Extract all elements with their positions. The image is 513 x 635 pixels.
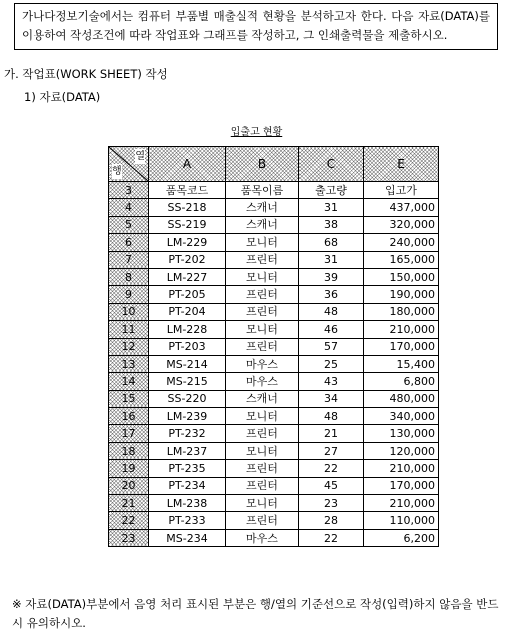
row-number: 12 <box>109 338 149 355</box>
row-number: 7 <box>109 251 149 268</box>
cell-code: LM-237 <box>149 442 226 459</box>
table-row <box>109 495 439 512</box>
cell-code: LM-227 <box>149 268 226 285</box>
row-number: 20 <box>109 477 149 494</box>
cell-code: MS-215 <box>149 373 226 390</box>
table-header-row <box>109 182 439 199</box>
cell-code: SS-220 <box>149 390 226 407</box>
cell-name: 모니터 <box>226 442 299 459</box>
cell-name: 프린터 <box>226 460 299 477</box>
cell-qty: 31 <box>299 199 364 216</box>
cell-qty: 46 <box>299 321 364 338</box>
cell-price: 6,200 <box>364 529 439 546</box>
table-row <box>109 512 439 529</box>
cell-name: 프린터 <box>226 286 299 303</box>
cell-code: LM-238 <box>149 495 226 512</box>
cell-price: 15,400 <box>364 355 439 372</box>
cell-price: 170,000 <box>364 338 439 355</box>
row-number: 4 <box>109 199 149 216</box>
cell-qty: 28 <box>299 512 364 529</box>
row-number: 17 <box>109 425 149 442</box>
table-row <box>109 390 439 407</box>
cell-name: 프린터 <box>226 251 299 268</box>
cell-name: 스캐너 <box>226 390 299 407</box>
row-number: 19 <box>109 460 149 477</box>
row-col-corner-cell <box>109 147 149 182</box>
row-number: 18 <box>109 442 149 459</box>
table-row <box>109 477 439 494</box>
corner-col-label: 열 <box>135 151 145 162</box>
corner-row-label: 행 <box>112 166 122 177</box>
row-number: 11 <box>109 321 149 338</box>
cell-qty: 43 <box>299 373 364 390</box>
table-row <box>109 268 439 285</box>
table-row <box>109 529 439 546</box>
column-letter: A <box>149 147 226 182</box>
cell-code: LM-239 <box>149 408 226 425</box>
row-number: 15 <box>109 390 149 407</box>
cell-code: PT-203 <box>149 338 226 355</box>
cell-qty: 22 <box>299 460 364 477</box>
cell-price: 320,000 <box>364 216 439 233</box>
row-number: 3 <box>109 182 149 199</box>
column-letter: C <box>299 147 364 182</box>
cell-price: 130,000 <box>364 425 439 442</box>
cell-qty: 38 <box>299 216 364 233</box>
cell-code: PT-235 <box>149 460 226 477</box>
cell-qty: 34 <box>299 390 364 407</box>
table-row <box>109 234 439 251</box>
cell-qty: 31 <box>299 251 364 268</box>
cell-qty: 25 <box>299 355 364 372</box>
cell-code: LM-228 <box>149 321 226 338</box>
table-row <box>109 216 439 233</box>
row-number: 5 <box>109 216 149 233</box>
row-number: 21 <box>109 495 149 512</box>
cell-name: 프린터 <box>226 338 299 355</box>
cell-qty: 23 <box>299 495 364 512</box>
cell-name: 모니터 <box>226 321 299 338</box>
cell-name: 모니터 <box>226 495 299 512</box>
cell-qty: 22 <box>299 529 364 546</box>
cell-name: 마우스 <box>226 529 299 546</box>
cell-name: 프린터 <box>226 425 299 442</box>
table-row <box>109 199 439 216</box>
section-title: 가. 작업표(WORK SHEET) 작성 <box>4 67 168 81</box>
cell-price: 180,000 <box>364 303 439 320</box>
cell-price: 437,000 <box>364 199 439 216</box>
cell-price: 210,000 <box>364 321 439 338</box>
cell-price: 210,000 <box>364 460 439 477</box>
column-letter: E <box>364 147 439 182</box>
row-number: 10 <box>109 303 149 320</box>
table-row <box>109 355 439 372</box>
cell-price: 120,000 <box>364 442 439 459</box>
cell-code: PT-234 <box>149 477 226 494</box>
instructions-box <box>14 3 498 50</box>
cell-name: 마우스 <box>226 373 299 390</box>
cell-price: 480,000 <box>364 390 439 407</box>
instructions-text: 가나다정보기술에서는 컴퓨터 부품별 매출실적 현황을 분석하고자 한다. 다음 자료(DATA)를 이용하여 작성조건에 따라 작업표와 그래프를 작성하고, 그 인쇄출력물을 제출하시오. <box>22 9 490 42</box>
table-row <box>109 303 439 320</box>
table-row <box>109 321 439 338</box>
cell-code: SS-219 <box>149 216 226 233</box>
cell-price: 190,000 <box>364 286 439 303</box>
row-number: 22 <box>109 512 149 529</box>
cell-code: MS-234 <box>149 529 226 546</box>
cell-name: 프린터 <box>226 303 299 320</box>
table-title: 입출고 현황 <box>230 127 283 138</box>
row-number: 6 <box>109 234 149 251</box>
table-row <box>109 425 439 442</box>
table-row <box>109 373 439 390</box>
table-row <box>109 408 439 425</box>
header-price: 입고가 <box>364 182 439 199</box>
header-code: 품목코드 <box>149 182 226 199</box>
row-number: 23 <box>109 529 149 546</box>
header-name: 품목이름 <box>226 182 299 199</box>
cell-name: 스캐너 <box>226 199 299 216</box>
cell-price: 150,000 <box>364 268 439 285</box>
header-qty: 출고량 <box>299 182 364 199</box>
row-number: 16 <box>109 408 149 425</box>
cell-code: PT-233 <box>149 512 226 529</box>
row-number: 14 <box>109 373 149 390</box>
cell-code: MS-214 <box>149 355 226 372</box>
cell-qty: 21 <box>299 425 364 442</box>
cell-price: 210,000 <box>364 495 439 512</box>
cell-qty: 68 <box>299 234 364 251</box>
cell-name: 모니터 <box>226 234 299 251</box>
column-letter: B <box>226 147 299 182</box>
cell-price: 340,000 <box>364 408 439 425</box>
cell-code: LM-229 <box>149 234 226 251</box>
cell-name: 마우스 <box>226 355 299 372</box>
cell-code: PT-204 <box>149 303 226 320</box>
cell-name: 프린터 <box>226 512 299 529</box>
cell-qty: 39 <box>299 268 364 285</box>
cell-qty: 48 <box>299 408 364 425</box>
cell-qty: 48 <box>299 303 364 320</box>
cell-qty: 57 <box>299 338 364 355</box>
footnote: ※ 자료(DATA)부분에서 음영 처리 표시된 부분은 행/열의 기준선으로 작성(입력)하지 않음을 반드시 유의하시오. <box>12 597 499 630</box>
row-number: 13 <box>109 355 149 372</box>
cell-price: 165,000 <box>364 251 439 268</box>
cell-qty: 45 <box>299 477 364 494</box>
cell-price: 6,800 <box>364 373 439 390</box>
row-number: 9 <box>109 286 149 303</box>
cell-code: PT-205 <box>149 286 226 303</box>
table-row <box>109 338 439 355</box>
table-row <box>109 286 439 303</box>
table-row <box>109 460 439 477</box>
column-letter-row <box>109 147 439 182</box>
table-row <box>109 251 439 268</box>
cell-qty: 27 <box>299 442 364 459</box>
table-row <box>109 442 439 459</box>
cell-name: 스캐너 <box>226 216 299 233</box>
cell-price: 170,000 <box>364 477 439 494</box>
data-table <box>108 146 439 547</box>
cell-code: PT-202 <box>149 251 226 268</box>
cell-name: 프린터 <box>226 477 299 494</box>
cell-code: SS-218 <box>149 199 226 216</box>
cell-name: 모니터 <box>226 408 299 425</box>
subsection-title: 1) 자료(DATA) <box>24 90 101 104</box>
cell-name: 모니터 <box>226 268 299 285</box>
cell-price: 240,000 <box>364 234 439 251</box>
cell-qty: 36 <box>299 286 364 303</box>
cell-code: PT-232 <box>149 425 226 442</box>
row-number: 8 <box>109 268 149 285</box>
cell-price: 110,000 <box>364 512 439 529</box>
